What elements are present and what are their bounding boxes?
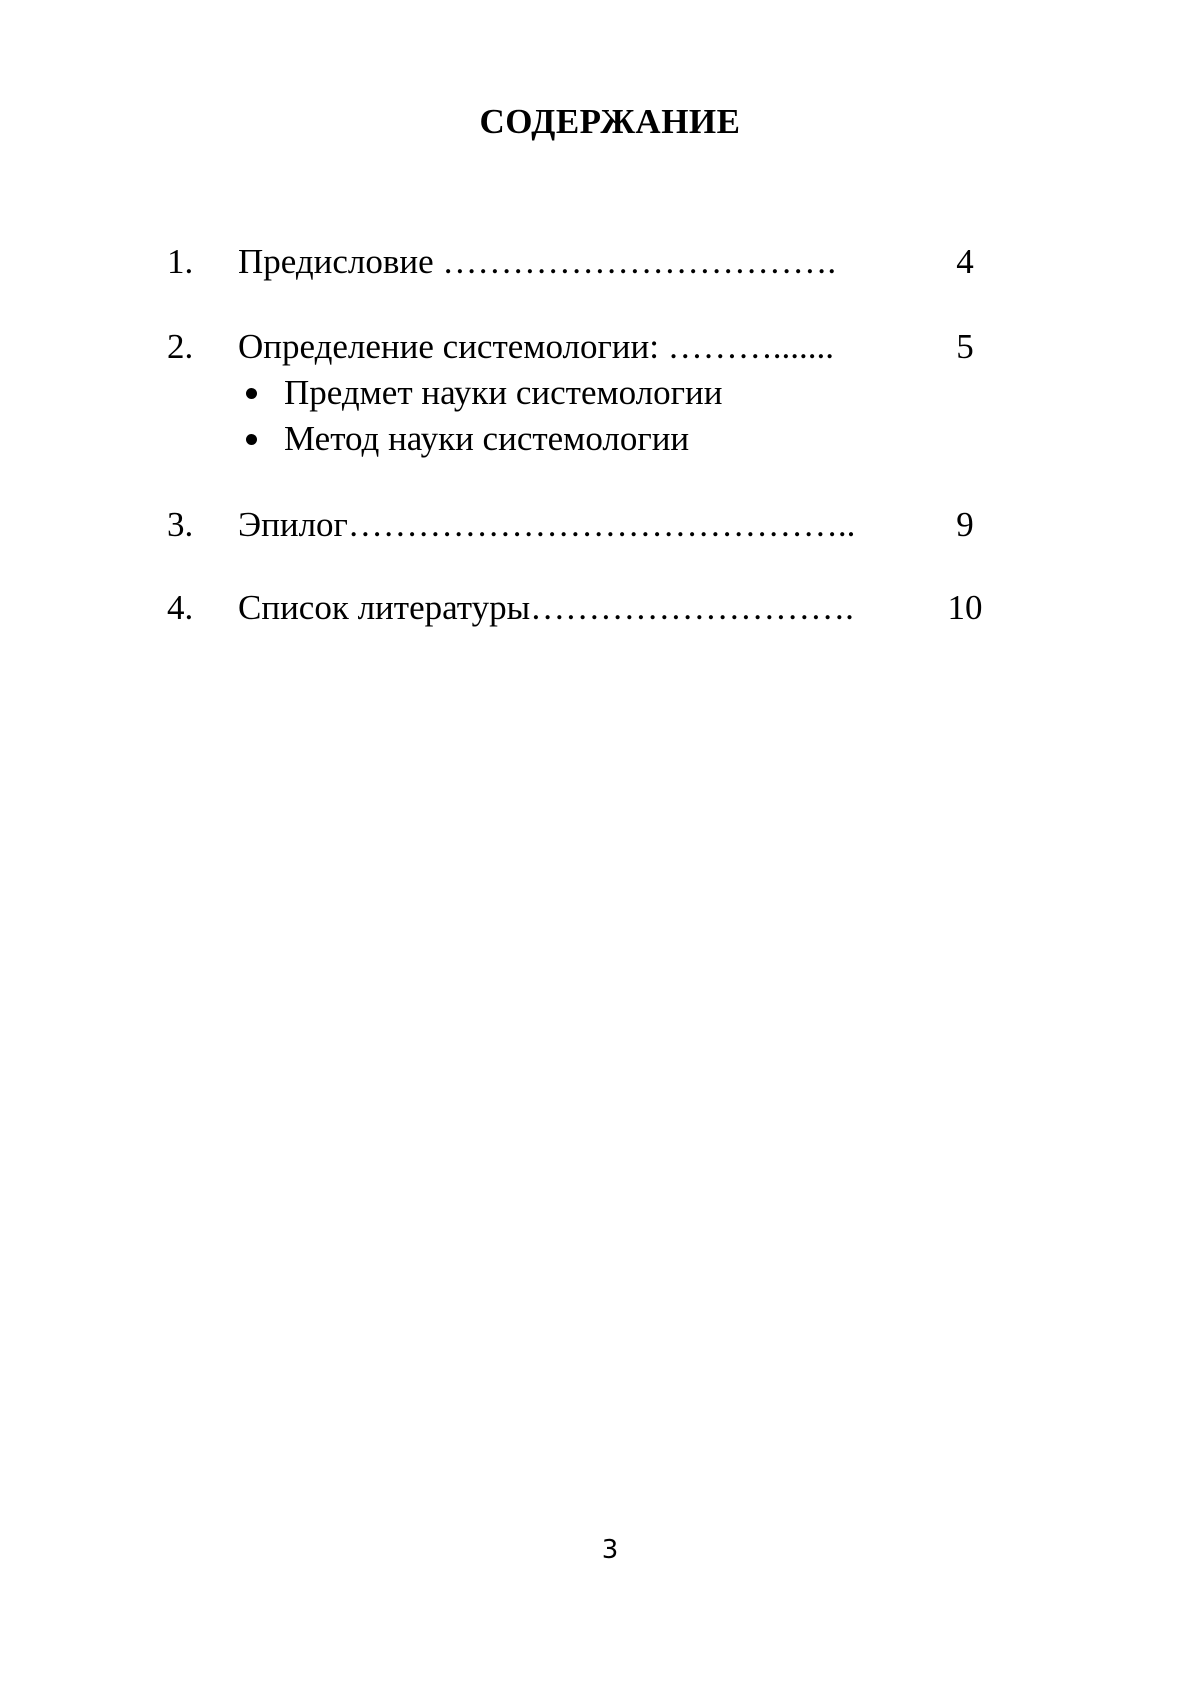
toc-entry (0, 240, 1200, 284)
toc-entry-page: 5 (956, 327, 974, 366)
toc-entry (0, 503, 1200, 547)
toc-entry-number: 2. (167, 327, 194, 366)
toc-entry-text: Определение системологии: ………....... (238, 327, 834, 366)
toc-entry-page: 4 (956, 242, 974, 281)
toc-entry-number: 4. (167, 588, 194, 627)
page-number: 3 (601, 1535, 619, 1565)
bullet-icon (246, 388, 257, 399)
toc-entry-number: 3. (167, 505, 194, 544)
toc-entry-text: Предисловие ……………………………. (238, 242, 837, 281)
toc-subitem (0, 417, 1200, 461)
toc-entry-number: 1. (167, 242, 194, 281)
toc-subitem-text: Метод науки системологии (284, 419, 690, 458)
toc-entry-text: Эпилог…………………………………….. (238, 505, 856, 544)
toc-subitem-text: Предмет науки системологии (284, 373, 723, 412)
page-title: СОДЕРЖАНИЕ (479, 102, 741, 141)
toc-entry-text: Список литературы………………………. (238, 588, 854, 627)
toc-entry-page: 10 (947, 588, 983, 627)
toc-subitem (0, 371, 1200, 415)
bullet-icon (246, 434, 257, 445)
toc-entry (0, 325, 1200, 369)
toc-entry (0, 586, 1200, 630)
toc-entry-page: 9 (956, 505, 974, 544)
